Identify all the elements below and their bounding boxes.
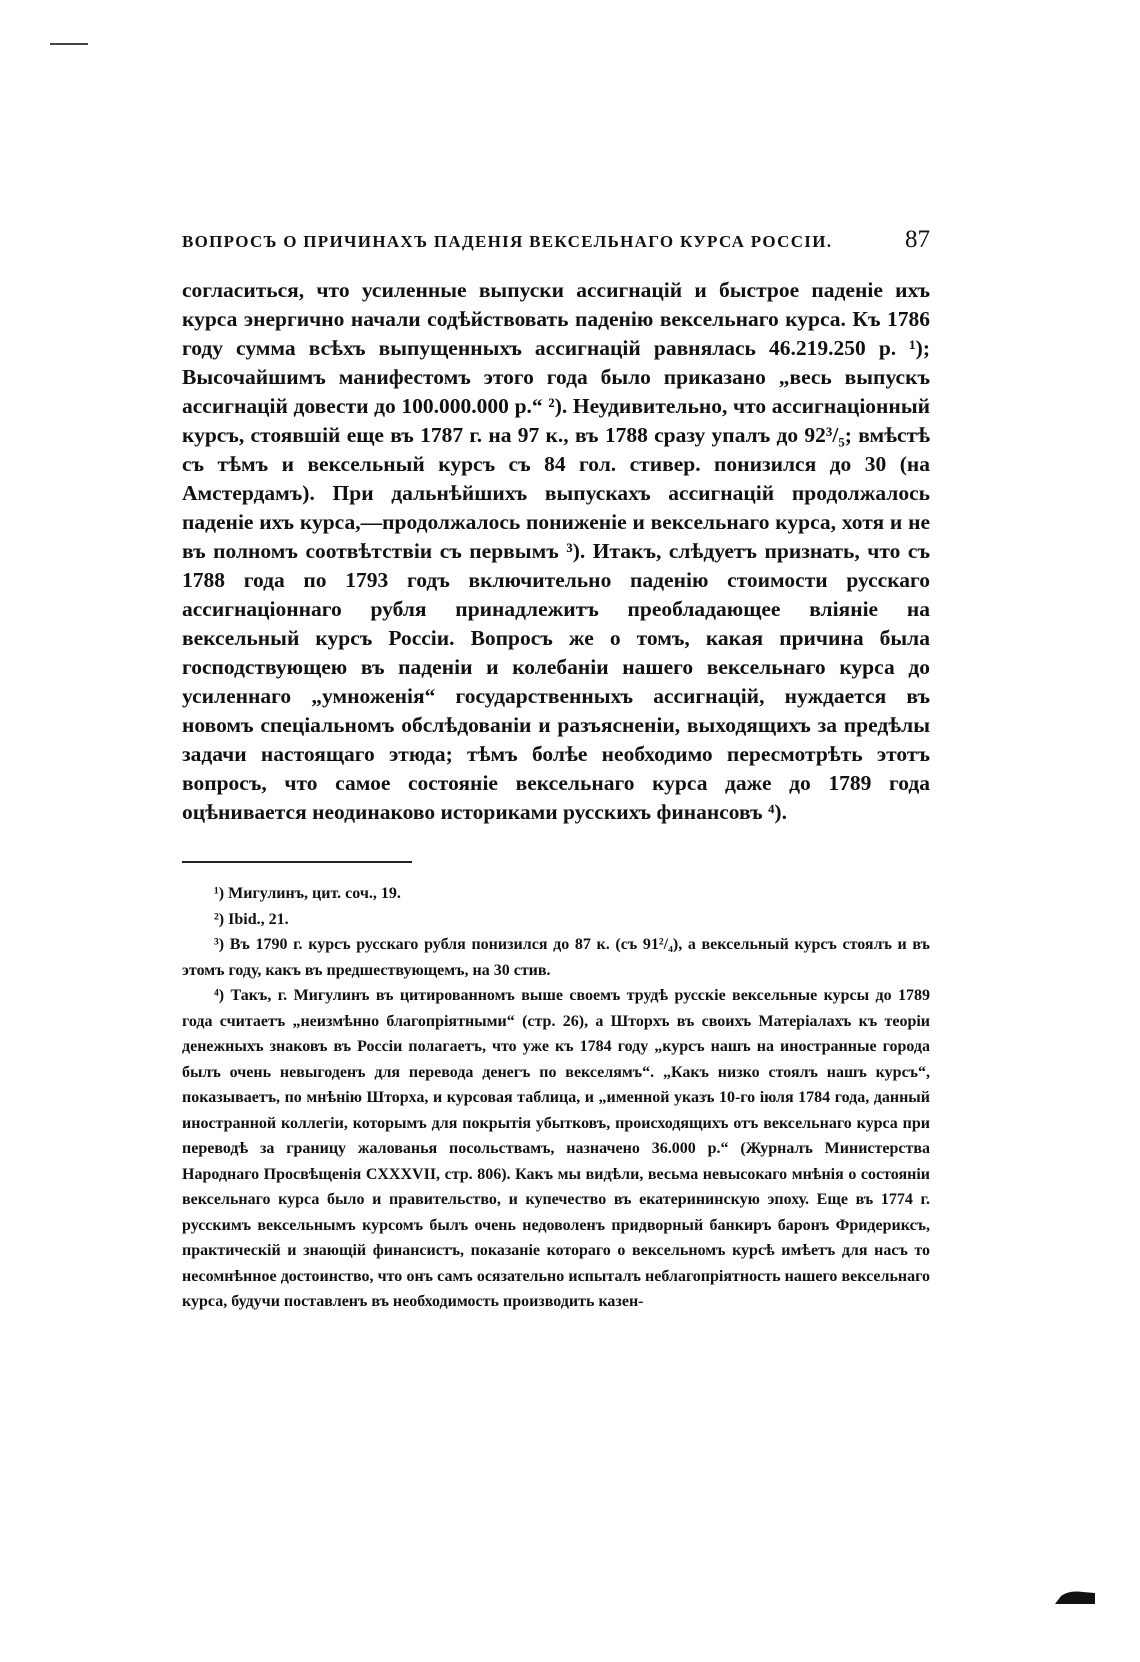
footnote-text: Ibid., 21.	[228, 910, 289, 928]
footnote-text: Въ 1790 г. курсъ русскаго рубля понизился до 87 к. (съ 91²/₄), а вексельный курсъ стоялъ и въ этомъ году, какъ въ предшествующемъ, на 30 стив.	[182, 936, 930, 979]
book-page	[182, 226, 930, 1315]
scan-edge-mark	[50, 43, 88, 45]
page-number: 87	[905, 226, 930, 253]
footnote-divider	[182, 861, 412, 863]
footnote-marker: ³)	[214, 936, 225, 953]
footnote-3	[182, 932, 930, 983]
footnote-2	[182, 907, 930, 933]
footnotes	[182, 881, 930, 1315]
footnote-4	[182, 983, 930, 1315]
running-head	[182, 226, 930, 254]
footnote-text: Мигулинъ, цит. соч., 19.	[228, 885, 401, 902]
main-paragraph: согласиться, что усиленные выпуски ассигнацій и быстрое паденіе ихъ курса энергично начали содѣйствовать паденію вексельнаго курса. Къ 1786 году сумма всѣхъ выпущенныхъ ассигнацій равнялась 46.219.250 р. ¹); Высочайшимъ манифестомъ этого года было приказано „весь выпускъ ассигнацій довести до 100.000.000 р.“ ²). Неудивительно, что ассигнаціонный курсъ, стоявшій еще въ 1787 г. на 97 к., въ 1788 сразу упалъ до 92³/₅; вмѣстѣ съ тѣмъ и вексельный курсъ съ 84 гол. стивер. понизился до 30 (на Амстердамъ). При дальнѣйшихъ выпускахъ ассигнацій продолжалось паденіе ихъ курса,—продолжалось пониженіе и вексельнаго курса, хотя и не въ полномъ соотвѣтствіи съ первымъ ³). Итакъ, слѣдуетъ признать, что съ 1788 года по 1793 годъ включительно паденію стоимости русскаго ассигнаціоннаго рубля принадлежитъ преобладающее вліяніе на вексельный курсъ Россіи. Вопросъ же о томъ, какая причина была господствующею въ паденіи и колебаніи нашего вексельнаго курса до усиленнаго „умноженія“ государственныхъ ассигнацій, нуждается въ новомъ спеціальномъ обслѣдованіи и разъясненіи, выходящихъ за предѣлы задачи настоящаго этюда; тѣмъ болѣе необходимо пересмотрѣть этотъ вопросъ, что самое состояніе вексельнаго курса даже до 1789 года оцѣнивается неодинаково историками русскихъ финансовъ ⁴).	[182, 278, 930, 824]
footnote-marker: ¹)	[214, 885, 225, 902]
running-title: ВОПРОСЪ О ПРИЧИНАХЪ ПАДЕНІЯ ВЕКСЕЛЬНАГО КУРСА РОССІИ.	[182, 232, 833, 251]
footnote-marker: ⁴)	[214, 987, 225, 1004]
scan-corner-mark	[1055, 1590, 1095, 1604]
footnote-marker: ²)	[214, 910, 225, 928]
body-text	[182, 276, 930, 827]
footnote-1	[182, 881, 930, 907]
footnote-text: Такъ, г. Мигулинъ въ цитированномъ выше своемъ трудѣ русскіе вексельные курсы до 1789 года считаетъ „неизмѣнно благопріятными“ (стр. 26), а Шторхъ въ своихъ Матеріалахъ къ теоріи денежныхъ знаковъ въ Россіи полагаетъ, что уже къ 1784 году „курсъ нашъ на иностранные города былъ очень невыгоденъ для перевода денегъ по векселямъ“. „Какъ низко стоялъ нашъ курсъ“, показываетъ, по мнѣнію Шторха, и курсовая таблица, и „именной указъ 10-го іюля 1784 года, данный иностранной коллегіи, которымъ для покрытія убытковъ, происходящихъ отъ вексельнаго курса при переводѣ за границу жалованья посольствамъ, назначено 36.000 р.“ (Журналъ Министерства Народнаго Просвѣщенія CXXXVII, стр. 806). Какъ мы видѣли, весьма невысокаго мнѣнія о состояніи вексельнаго курса было и правительство, и купечество въ екатерининскую эпоху. Еще въ 1774 г. русскимъ вексельнымъ курсомъ былъ очень недоволенъ придворный банкиръ баронъ Фридериксъ, практическій и знающій финансистъ, показаніе котораго о вексельномъ курсѣ имѣетъ для насъ то несомнѣнное достоинство, что онъ самъ осязательно испыталъ неблагопріятность нашего вексельнаго курса, будучи поставленъ въ необходимость производить казен-	[182, 987, 930, 1310]
